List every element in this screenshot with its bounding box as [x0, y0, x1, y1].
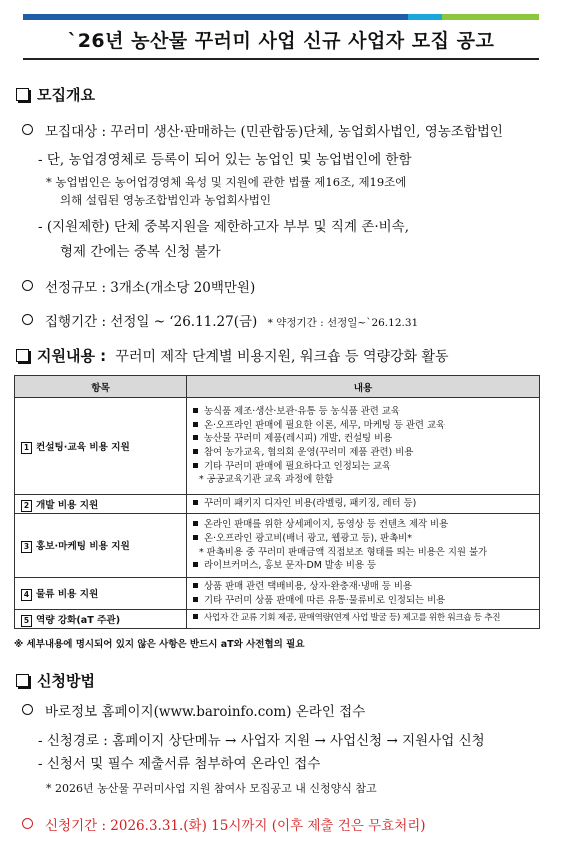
square-bullet-icon: [193, 449, 198, 454]
row-number: 3: [21, 541, 32, 553]
overview-target-sub1: - 단, 농업경영체로 등록이 되어 있는 농업인 및 농업법인에 한함: [38, 152, 412, 168]
apply-method: [22, 700, 365, 720]
overview-restriction-2: 형제 간에는 중복 신청 불가: [60, 244, 221, 260]
table-row: [15, 495, 540, 514]
list-item: 농식품 제조·생산·보관·유통 등 농식품 관련 교육: [193, 405, 539, 419]
row-number: 4: [21, 589, 32, 601]
overview-target-text: 모집대상 : 꾸러미 생산·판매하는 (민관합동)단체, 농업회사법인, 영농조합법인: [45, 124, 503, 140]
row-category: [15, 578, 187, 610]
row-category: [15, 398, 187, 495]
row-category: [15, 610, 187, 629]
list-item: 온·오프라인 판매에 필요한 이론, 세무, 마케팅 등 관련 교육: [193, 419, 539, 433]
checkbox-square-icon: [16, 674, 29, 687]
square-bullet-icon: [193, 562, 198, 567]
circle-bullet-icon: [22, 704, 33, 715]
apply-method-text: 바로정보 홈페이지(www.baroinfo.com) 온라인 접수: [45, 704, 366, 720]
square-bullet-icon: [193, 597, 198, 602]
overview-period-text: 집행기간 : 선정일 ~ ‘26.11.27(금): [45, 314, 258, 330]
apply-docs: - 신청서 및 필수 제출서류 첨부하여 온라인 접수: [38, 756, 321, 772]
row-content: [187, 495, 540, 514]
list-item: 온라인 판매를 위한 상세페이지, 동영상 등 컨텐츠 제작 비용: [193, 518, 539, 532]
overview-period-note: * 약정기간 : 선정일~`26.12.31: [267, 317, 419, 329]
list-item: 참여 농가교육, 협의회 운영(꾸러미 제품 관련) 비용: [193, 446, 539, 460]
square-bullet-icon: [193, 463, 198, 468]
list-item: 기타 꾸러미 판매에 필요하다고 인정되는 교육: [193, 460, 539, 474]
row-category-text: 역량 강화(aT 주관): [36, 614, 121, 626]
square-bullet-icon: [193, 500, 198, 505]
overview-note2: 의해 설립된 영농조합법인과 농업회사법인: [60, 193, 271, 207]
page-title: `26년 농산물 꾸러미 사업 신규 사업자 모집 공고: [67, 30, 495, 52]
square-bullet-icon: [193, 583, 198, 588]
list-item: 사업자 간 교류 기회 제공, 판매역량(연계 사업 발굴 등) 제고를 위한 워크숍 등 추진: [193, 612, 539, 626]
section-apply-heading: [16, 670, 95, 691]
row-note: * 판촉비용 중 꾸러미 판매금액 직접보조 형태를 띄는 비용은 지원 불가: [199, 546, 488, 558]
square-bullet-icon: [193, 535, 198, 540]
list-item: 라이브커머스, 홍보 문자·DM 발송 비용 등: [193, 559, 539, 573]
row-content: [187, 514, 540, 578]
circle-bullet-icon: [22, 314, 33, 325]
support-footnote: ※ 세부내용에 명시되어 있지 않은 사항은 반드시 aT와 사전협의 필요: [14, 639, 305, 650]
row-category: [15, 514, 187, 578]
overview-scale: [22, 276, 255, 296]
square-bullet-icon: [193, 614, 198, 619]
apply-route: - 신청경로 : 홈페이지 상단메뉴 → 사업자 지원 → 사업신청 → 지원사업 신청: [38, 733, 485, 749]
title-bar-cyan: [408, 14, 442, 20]
overview-restriction-1: - (지원제한) 단체 중복지원을 제한하고자 부부 및 직계 존·비속,: [38, 219, 409, 235]
overview-heading-text: 모집개요: [37, 86, 95, 104]
row-number: 5: [21, 615, 32, 627]
table-header-item: 항목: [15, 376, 187, 398]
section-overview-heading: [16, 84, 95, 105]
checkbox-square-icon: [16, 88, 29, 101]
checkbox-square-icon: [16, 349, 29, 362]
overview-period: [22, 310, 418, 330]
title-banner: [23, 14, 539, 60]
row-note: * 공공교육기관 교육 과정에 한함: [199, 474, 334, 486]
overview-scale-text: 선정규모 : 3개소(개소당 20백만원): [45, 280, 256, 296]
title-bar-blue: [23, 14, 408, 20]
support-heading-rest: 꾸러미 제작 단계별 비용지원, 워크숍 등 역량강화 활동: [115, 349, 449, 365]
table-header-row: [15, 376, 540, 398]
support-table: [14, 375, 540, 629]
overview-target: [22, 120, 503, 140]
list-item: 기타 꾸러미 상품 판매에 따른 유통·물류비로 인정되는 비용: [193, 594, 539, 608]
table-row: [15, 610, 540, 629]
list-item: 상품 판매 관련 택배비용, 상자·완충재·냉매 등 비용: [193, 580, 539, 594]
list-item: 온·오프라인 광고비(배너 광고, 웹광고 등), 판촉비*: [193, 532, 539, 546]
row-content: [187, 578, 540, 610]
row-category-text: 홍보·마케팅 비용 지원: [36, 541, 130, 552]
row-content: [187, 610, 540, 629]
row-category-text: 물류 비용 지원: [36, 589, 99, 601]
table-header-content: 내용: [187, 376, 540, 398]
apply-deadline-text: 신청기간 : 2026.3.31.(화) 15시까지 (이후 제출 건은 무효처리): [45, 818, 426, 834]
list-item: 농산물 꾸러미 제품(레시피) 개발, 컨설팅 비용: [193, 432, 539, 446]
apply-deadline: [22, 814, 426, 834]
square-bullet-icon: [193, 435, 198, 440]
title-underline: [23, 58, 539, 60]
support-heading-bold: 지원내용 :: [37, 347, 107, 365]
section-support-heading: [16, 345, 449, 366]
list-item: 꾸러미 패키지 디자인 비용(라벨링, 패키징, 레터 등): [193, 497, 539, 511]
apply-docs-note: * 2026년 농산물 꾸러미사업 지원 참여사 모집공고 내 신청양식 참고: [46, 782, 377, 795]
row-category-text: 컨설팅·교육 비용 지원: [36, 441, 130, 453]
row-number: 1: [21, 442, 32, 454]
circle-bullet-icon: [22, 280, 33, 291]
title-bar-green: [442, 14, 539, 20]
row-category: [15, 495, 187, 514]
table-row: [15, 398, 540, 495]
row-category-text: 개발 비용 지원: [36, 499, 99, 511]
table-row: [15, 514, 540, 578]
table-row: [15, 578, 540, 610]
square-bullet-icon: [193, 422, 198, 427]
overview-note1: * 농업법인은 농어업경영체 육성 및 지원에 관한 법률 제16조, 제19조에: [46, 175, 407, 189]
square-bullet-icon: [193, 521, 198, 526]
row-content: [187, 398, 540, 495]
row-number: 2: [21, 500, 32, 512]
square-bullet-icon: [193, 408, 198, 413]
apply-heading-text: 신청방법: [37, 672, 95, 690]
circle-bullet-icon: [22, 818, 33, 829]
circle-bullet-icon: [22, 124, 33, 135]
